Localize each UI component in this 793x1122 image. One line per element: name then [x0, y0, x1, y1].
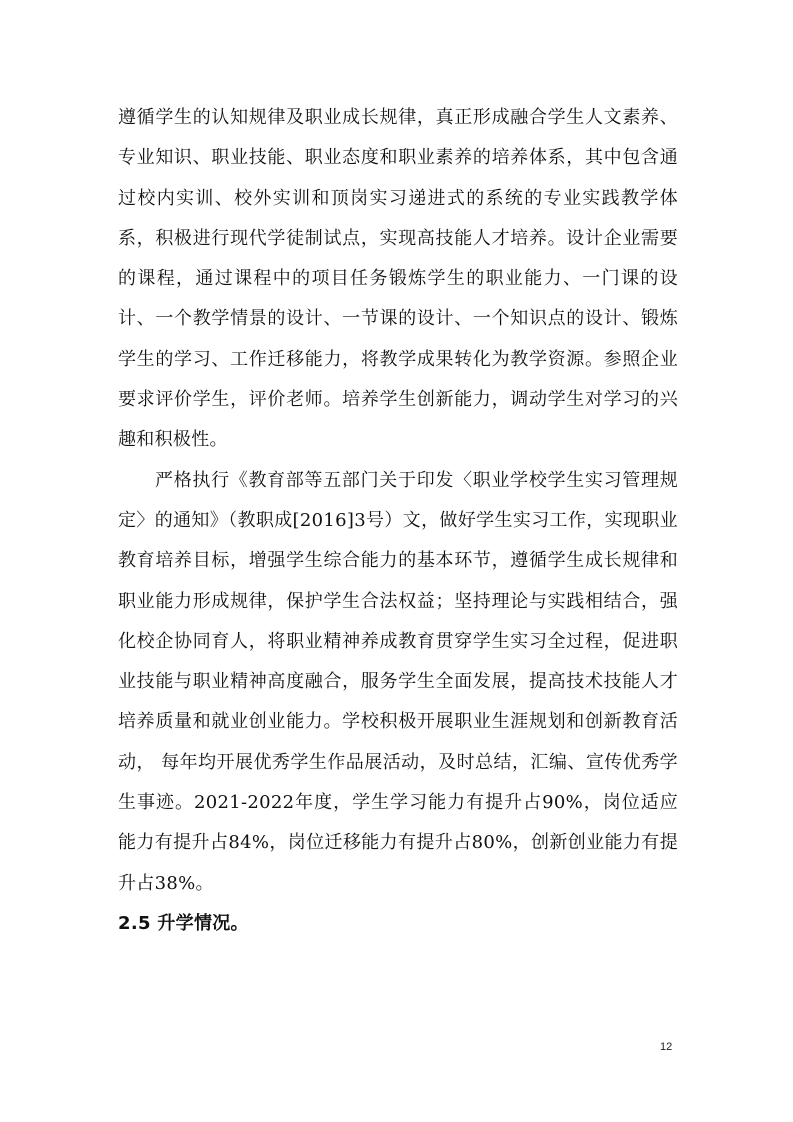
body-paragraph-1: 遵循学生的认知规律及职业成长规律，真正形成融合学生人文素养、专业知识、职业技能、职业态度和职业素养的培养体系，其中包含通过校内实训、校外实训和顶岗实习递进式的系统的专业实践教学体系，积极进行现代学徒制试点，实现高技能人才培养。设计企业需要的课程，通过课程中的项目任务锻炼学生的职业能力、一门课的设计、一个教学情景的设计、一节课的设计、一个知识点的设计、锻炼学生的学习、工作迁移能力，将教学成果转化为教学资源。参照企业要求评价学生，评价老师。培养学生创新能力，调动学生对学习的兴趣和积极性。	[118, 107, 678, 451]
body-paragraph-2: 严格执行《教育部等五部门关于印发〈职业学校学生实习管理规定〉的通知》（教职成[2016]3号）文，做好学生实习工作，实现职业教育培养目标，增强学生综合能力的基本环节，遵循学生成长规律和职业能力形成规律，保护学生合法权益；坚持理论与实践相结合，强化校企协同育人，将职业精神养成教育贯穿学生实习全过程，促进职业技能与职业精神高度融合，服务学生全面发展，提高技术技能人才培养质量和就业创业能力。学校积极开展职业生涯规划和创新教育活动， 每年均开展优秀学生作品展活动，及时总结，汇编、宣传优秀学生事迹。2021-2022年度，学生学习能力有提升占90%，岗位适应能力有提升占84%，岗位迁移能力有提升占80%，创新创业能力有提升占38%。	[118, 469, 678, 894]
section-heading: 2.5 升学情况。	[118, 912, 249, 934]
page-body	[118, 98, 678, 944]
page-number: 12	[660, 1041, 673, 1053]
